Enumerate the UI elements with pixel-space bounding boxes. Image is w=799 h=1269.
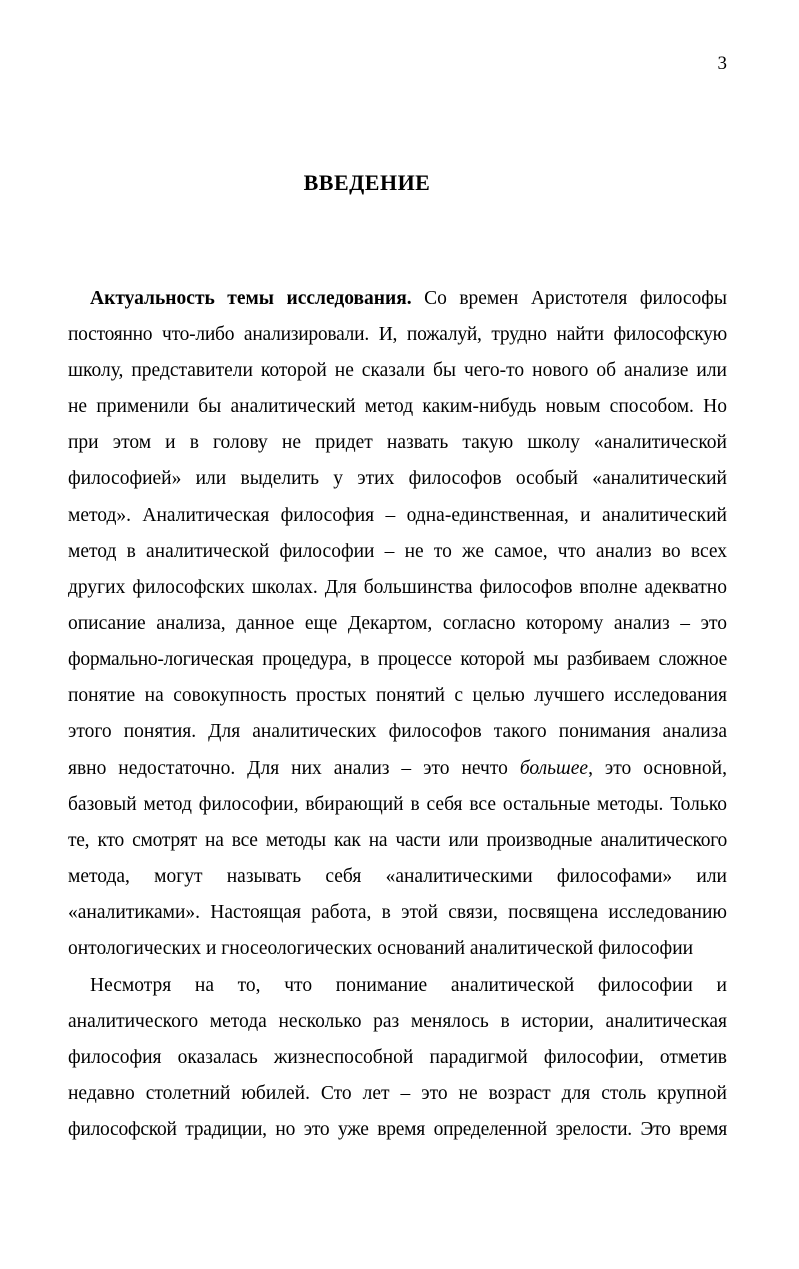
paragraph1-line-18: «аналитиками». Настоящая работа, в этой связи, посвящена исследованию [68, 902, 727, 923]
paragraph1-line-8: метод в аналитической философии – не то же самое, что анализ во всех [68, 541, 727, 562]
paragraph2-line-4: недавно столетний юбилей. Сто лет – это не возраст для столь крупной [68, 1083, 727, 1104]
paragraph1-line-17: метода, могут называть себя «аналитическими философами» или [68, 866, 727, 887]
paragraph1-line-16: те, кто смотрят на все методы как на части или производные аналитического [68, 830, 727, 851]
paragraph1-line-10: описание анализа, данное еще Декартом, согласно которому анализ – это [68, 613, 727, 634]
paragraph1-line-19: онтологических и гносеологических оснований аналитической философии [68, 938, 694, 959]
paragraph1-line-3: школу, представители которой не сказали бы чего-то нового об анализе или [68, 360, 727, 381]
paragraph1-line-14-end: , это основной, [588, 758, 727, 779]
paragraph2-line-1: Несмотря на то, что понимание аналитической философии и [90, 975, 727, 996]
paragraph1-lead-bold: Актуальность темы исследования. [90, 288, 412, 309]
paragraph1-line-9: других философских школах. Для большинства философов вполне адекватно [68, 577, 727, 598]
paragraph1-line-7: метод». Аналитическая философия – одна-единственная, и аналитический [68, 505, 727, 526]
paragraph2-line-2: аналитического метода несколько раз менялось в истории, аналитическая [68, 1011, 727, 1032]
paragraph1-line-1 [90, 287, 727, 311]
paragraph1-line-14-start: явно недостаточно. Для них анализ – это нечто [68, 758, 520, 779]
paragraph1-line-1-text: Со времен Аристотеля философы [411, 288, 727, 309]
paragraph1-italic-word: большее [519, 758, 589, 779]
section-heading: ВВЕДЕНИЕ [303, 170, 431, 195]
paragraph1-line-11: формально-логическая процедура, в процессе которой мы разбиваем сложное [68, 649, 727, 670]
paragraph1-line-5: при этом и в голову не придет назвать такую школу «аналитической [68, 432, 727, 453]
paragraph2-line-3: философия оказалась жизнеспособной парадигмой философии, отметив [68, 1047, 727, 1068]
paragraph1-line-2: постоянно что-либо анализировали. И, пожалуй, трудно найти философскую [68, 324, 727, 345]
paragraph1-line-13: этого понятия. Для аналитических философов такого понимания анализа [68, 721, 727, 742]
paragraph1-line-14 [68, 757, 727, 781]
paragraph2-line-5: философской традиции, но это уже время определенной зрелости. Это время [68, 1119, 727, 1140]
paragraph1-line-4: не применили бы аналитический метод каким-нибудь новым способом. Но [68, 396, 727, 417]
paragraph1-line-6: философией» или выделить у этих философов особый «аналитический [68, 468, 727, 489]
page-number: 3 [717, 53, 727, 74]
paragraph1-line-15: базовый метод философии, вбирающий в себя все остальные методы. Только [68, 794, 727, 815]
paragraph1-line-12: понятие на совокупность простых понятий с целью лучшего исследования [68, 685, 727, 706]
